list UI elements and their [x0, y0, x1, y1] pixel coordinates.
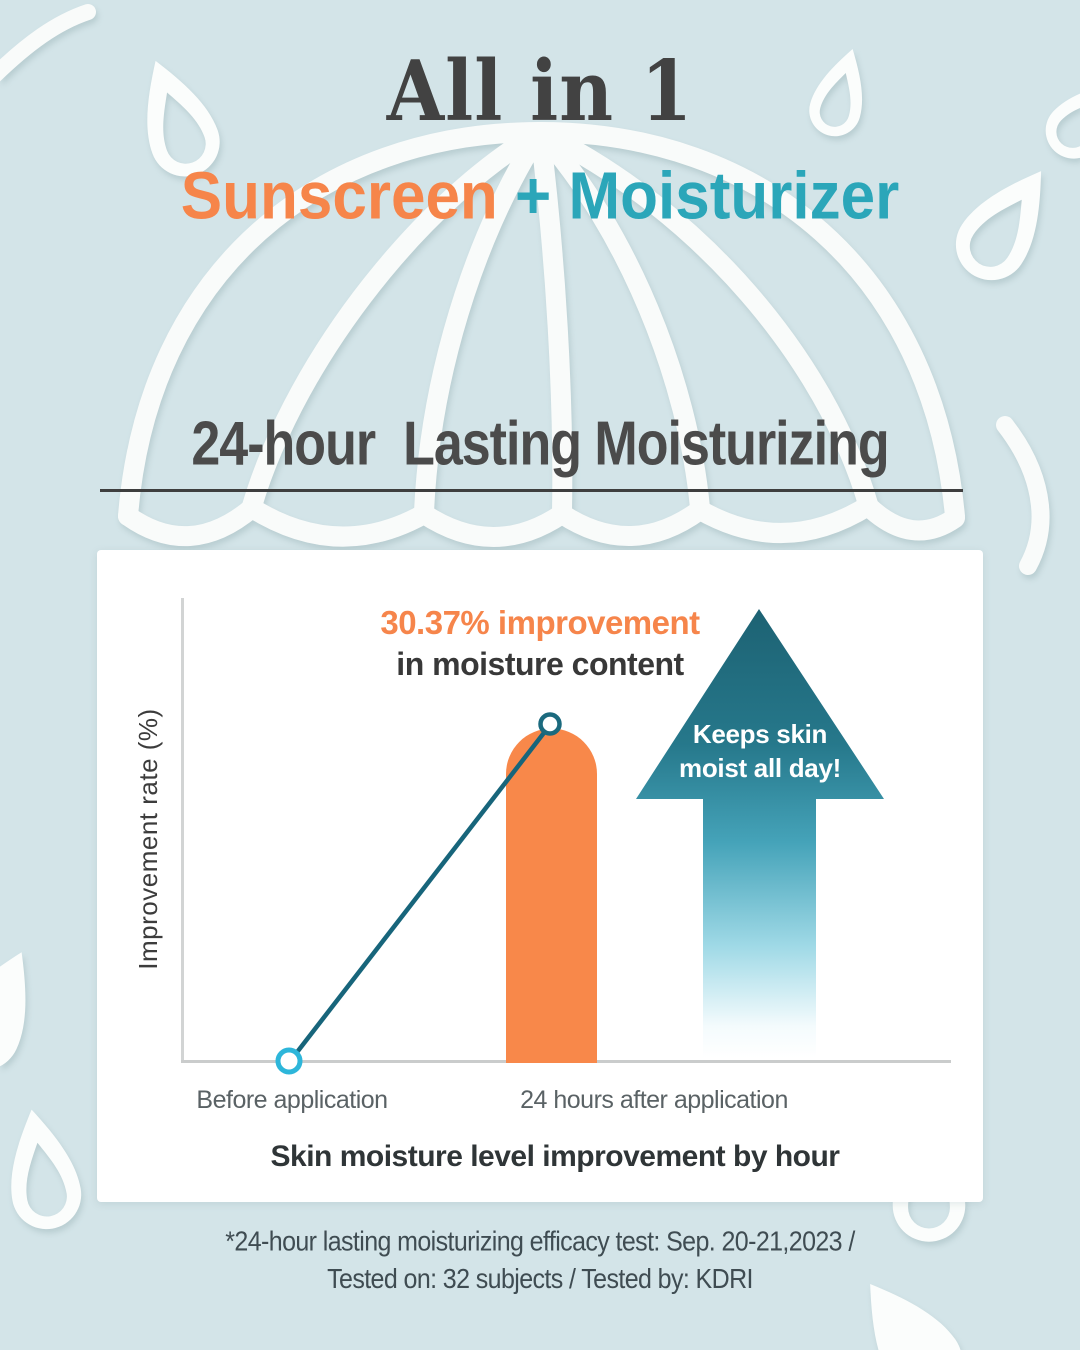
- y-axis-label: Improvement rate (%): [133, 708, 163, 970]
- arrow-label-line2: moist all day!: [679, 752, 841, 783]
- section-heading-part2: Lasting Moisturizing: [403, 409, 889, 479]
- heading-divider: [100, 489, 963, 492]
- data-point-before: [278, 1050, 300, 1072]
- annotation-sub: in moisture content: [396, 646, 684, 683]
- data-point-after: [541, 715, 560, 734]
- chart-card: [97, 550, 983, 1202]
- annotation-value: 30.37% improvement: [380, 604, 700, 641]
- section-heading: [0, 408, 1080, 480]
- page-title: All in 1: [386, 44, 694, 141]
- subtitle-sunscreen: Sunscreen: [180, 159, 498, 234]
- cream-drop-icon: [0, 937, 55, 1082]
- page-subtitle: [0, 158, 1080, 235]
- arrow-label-line1: Keeps skin: [692, 719, 828, 749]
- x-tick-after: 24 hours after application: [520, 1086, 788, 1114]
- footnote-line1: *24-hour lasting moisturizing efficacy test: Sep. 20-21,2023 /: [225, 1226, 855, 1257]
- footnote: [0, 1224, 1080, 1298]
- footnote-line2: Tested on: 32 subjects / Tested by: KDRI: [327, 1263, 753, 1294]
- improvement-bar: [506, 729, 597, 1064]
- section-heading-part1: 24-hour: [191, 409, 376, 479]
- chart-caption: Skin moisture level improvement by hour: [270, 1140, 840, 1173]
- subtitle-moisturizer: Moisturizer: [568, 159, 900, 234]
- x-tick-before: Before application: [196, 1086, 388, 1114]
- chart-annotation: [97, 602, 983, 685]
- arrow-label: [637, 718, 883, 786]
- subtitle-plus: +: [497, 159, 569, 234]
- cream-drop-icon: [0, 1104, 87, 1235]
